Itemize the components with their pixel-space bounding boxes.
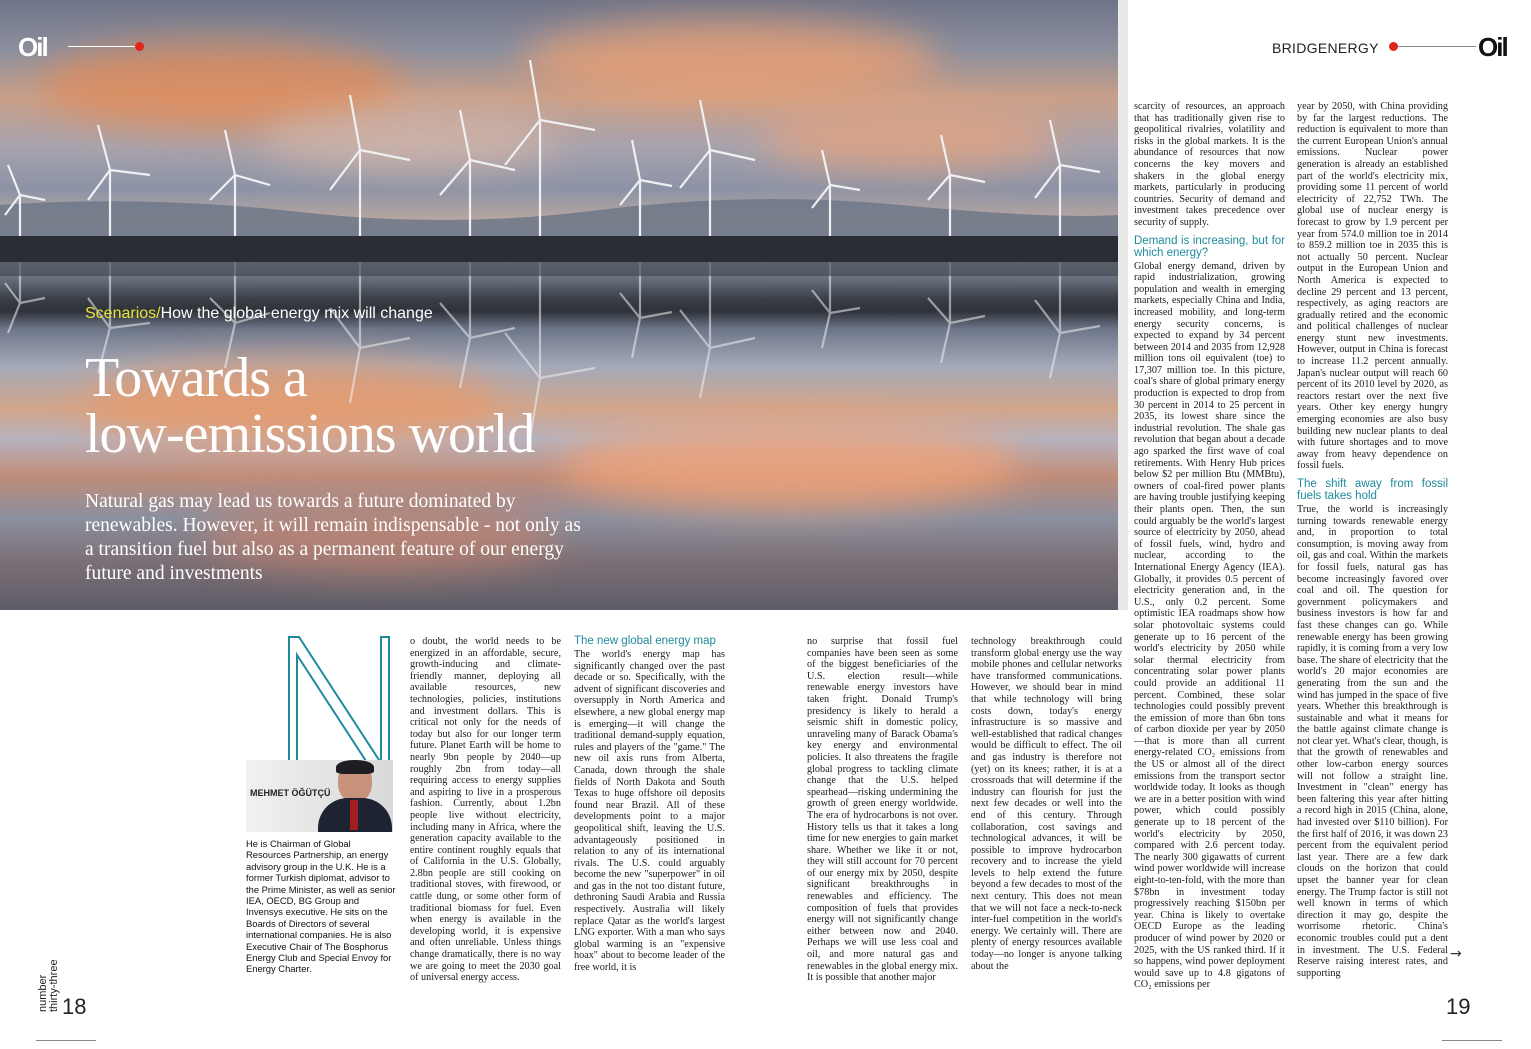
logo-right: Oil xyxy=(1478,32,1507,62)
col1-text: o doubt, the world needs to be energized in an affordable, secure, growth-inducing and climate-friendly manner, deploying all available resources, new technologies, policies, institutions and investment dollars. This is critical not only for the needs of today but also for our longer term future. Planet Earth will be home to nearly 9bn people by 2040—up roughly 2bn from today—all requiring access to energy supplies and aspiring to live in a prosperous fashion. Currently, about 1.2bn people live without electricity, including many in Africa, where the generation capacity available to the entire continent roughly equals that of California in the U.S. Globally, 2.8bn people are still cooking on traditional stoves, with firewood, or cattle dung, or some other form of traditional biomass for fuel. Even when energy is available in the developing world, it is expensive and often unreliable. Unless things change dramatically, there is no way we are going to meet the 2030 goal of universal energy access. xyxy=(410,636,561,984)
standfirst: Natural gas may lead us towards a future dominated by renewables. However, it will remain indispensable - not only as a transition fuel but also as a permanent feature of our energy future and investments xyxy=(85,491,581,584)
col3-text: no surprise that fossil fuel companies have been seen as some of the biggest beneficiaries of the U.S. election result—while renewable energy investors have taken fright. Donald Trump's presidency is likely to herald a seismic shift in domestic policy, unraveling many of Barack Obama's key energy and environmental policies. It also threatens the fragile global progress to tackling climate change that the U.S. helped spearhead—risking undermining the growth of green energy worldwide. The era of hydrocarbons is not over. History tells us that it takes a long time for new energies to gain market share. Whether we like it or not, they will still account for 70 percent of our energy mix by 2050, despite significant breakthroughs in renewables and efficiency. The composition of fuels that provides energy will not significantly change either between now and 2040. Perhaps we will use less coal and oil, and more natural gas and renewables in the global energy mix. It is possible that another major xyxy=(807,636,958,984)
page-number-right: 19 xyxy=(1446,994,1471,1019)
logo-left: Oil xyxy=(18,32,47,62)
red-dot-right xyxy=(1389,42,1398,51)
footer-rule-right xyxy=(1442,1040,1502,1041)
article-title xyxy=(85,347,535,465)
body-column-1 xyxy=(410,636,561,984)
subhead-demand: Demand is increasing, but for which energy? xyxy=(1134,234,1285,259)
body-column-6 xyxy=(1297,101,1448,979)
body-column-2 xyxy=(574,633,725,974)
body-column-4 xyxy=(971,636,1122,972)
section-header: BRIDGENERGY xyxy=(1272,40,1379,56)
article-category xyxy=(85,305,433,323)
title-line-2: low-emissions world xyxy=(85,403,535,465)
author-hair xyxy=(336,760,374,774)
author-photo xyxy=(246,760,393,832)
author-bio: He is Chairman of Global Resources Partnership, an energy advisory group in the U.K. He is a former Turkish diplomat, advisor to the Prime Minister, as well as senior IEA, OECD, BG Group and Invensys executive. He sits on the Boards of Directors of several international companies. He is also Executive Chair of The Bosphorus Energy Club and Special Envoy for Energy Charter. xyxy=(246,838,396,975)
body-column-3 xyxy=(807,636,958,984)
col4-text: technology breakthrough could transform global energy use the way mobile phones and cellular networks have transformed communications. However, we should bear in mind that while technology will bring costs down, today's energy infrastructure is so massive and well-established that radical changes would be difficult to effect. The oil and gas industry is therefore not (yet) on its knees; rather, it is at a crossroads that will determine if the industry can flourish for just the next few decades or well into the end of this century. Through collaboration, cost savings and technological advances, it will be possible to improve hydrocarbon recovery and to increase the yield levels to help extend the future beyond a few decades to most of the next century. This does not mean that we will not face a neck-to-neck inter-fuel competition in the world's energy. We certainly will. There are plenty of energy resources available today—no longer is anyone talking about the xyxy=(971,636,1122,972)
red-dot-left xyxy=(135,42,144,51)
col5-text: Global energy demand, driven by rapid industrialization, growing population and wealth in emerging markets, especially China and India, increased mobility, and long-term energy security concerns, is expected to expand by 34 percent between 2014 and 2035 from 12,928 million tons oil equivalent (toe) to 17,307 million toe. In this picture, coal's share of global primary energy production is expected to drop from 30 percent in 2014 to 25 percent in 2035, its lowest share since the industrial revolution. The shale gas revolution that began about a decade ago sparked the first wave of coal retirements. With Henry Hub prices below $2 per million Btu (MMBtu), owners of coal-fired power plants are having trouble justifying keeping their plants open. Then, the sun could arguably be the world's largest source of electricity by 2050, ahead of fossil fuels, wind, hydro and nuclear, according to the International Energy Agency (IEA). Globally, it provides 0.5 percent of electricity generation and, in the U.S., only 0.2 percent. Some optimistic IEA roadmaps show how solar photovoltaic systems could generate up to 16 percent of the world's electricity by 2050 while solar thermal electricity from concentrating solar power plants could provide an additional 11 percent. Combined, these solar technologies could possibly prevent the emission of more than 6bn tons of carbon dioxide per year by 2050—that is more than all current energy-related CO₂ emissions from the US or almost all of the direct emissions from the transport sector worldwide today. It looks as though we are in a better position with wind power, which could possibly generate up to 18 percent of the world's electricity by 2050, compared with 2.6 percent today. The nearly 300 gigawatts of current wind power worldwide will increase eight-to-ten-fold, with the more than $78bn in investment today progressively reaching $150bn per year. China is likely to overtake OECD Europe as the leading producer of wind power by 2020 or 2025, with the US ranked third. If it so happens, wind power deployment would save up to 4.8 gigatons of CO₂ emissions per xyxy=(1134,260,1285,991)
col2-text: The world's energy map has significantly changed over the past decade or so. Specifically, with the advent of significant discoveries and oversupply in North America and elsewhere, a new global energy map is emerging—it will change the traditional demand-supply equation, rules and players of the "game." The new oil axis runs from Alberta, Canada, down through the shale fields of North Dakota and South Texas to huge offshore oil deposits found near Brazil. All of these developments point to a major geopolitical shift, leaving the U.S. advantageously positioned in relation to any of its international rivals. The U.S. could arguably become the new "superpower" in oil and gas in the not too distant future, dethroning Saudi Arabia and Russia respectively. Australia will likely replace Qatar as the world's largest LNG exporter. With a man who says global warming is an "expensive hoax" about to become leader of the free world, it is xyxy=(574,649,725,974)
col6-top-text: year by 2050, with China providing by far the largest reductions. The reduction is equivalent to more than the current European Union's annual emissions. Nuclear power generation is already an established part of the world's electricity mix, providing some 11 percent of world electricity of 22,752 TWh. The global use of nuclear energy is forecast to grow by 1.9 percent per year from 574.0 million toe in 2014 to 859.2 million toe in 2035 this is not actually 50 percent. Nuclear output in the European Union and North America is expected to decline 29 percent and 13 percent, respectively, as aging reactors are gradually retired and the economic and political challenges of nuclear energy stunt new investments. However, output in China is forecast to increase 11.2 percent annually. Japan's nuclear output will reach 60 percent of its 2010 level by 2020, as reactors restart over the next five years. Other key energy hungry emerging economies are also busy building new nuclear plants to deal with future shortages and to move away from heavy dependence on fossil fuels. xyxy=(1297,101,1448,472)
title-line-1: Towards a xyxy=(85,347,307,409)
category-title: How the global energy mix will change xyxy=(160,305,433,322)
header-rule-left xyxy=(68,46,138,47)
author-name: MEHMET ÖĞÜTÇÜ xyxy=(250,788,331,798)
page-number-left: 18 xyxy=(62,994,87,1019)
header-rule-right xyxy=(1398,46,1476,47)
continue-arrow-icon: → xyxy=(1450,946,1462,962)
hero-photo-wind-turbines xyxy=(0,0,1118,610)
category-tag: Scenarios/ xyxy=(85,305,161,322)
subhead-new-global-map: The new global energy map xyxy=(574,635,716,647)
author-tie xyxy=(350,800,358,830)
subhead-shift: The shift away from fossil fuels takes hold xyxy=(1297,478,1448,502)
footer-rule-left xyxy=(36,1040,96,1041)
col6-text: True, the world is increasingly turning towards renewable energy and, in proportion to total consumption, is moving away from oil, gas and coal. Within the markets for fossil fuels, natural gas has become increasingly favored over coal and oil. The question for government policymakers and business investors is how far and fast these changes can go. While renewable energy has been growing rapidly, it is coming from a very low base. The share of electricity that the world's 20 major economies are generating from the sun and the wind has jumped in the space of five years. Whether this breakthrough is sustainable and what it means for the battle against climate change is not clear yet. What's clear, though, is that the growth of renewables and other low-carbon energy sources will not follow a straight line. Investment in "clean" energy has been faltering this year after hitting a record high in 2015 (China, alone, had invested over $110 billion). For the first half of 2016, it was down 23 percent from the equivalent period last year. There are a few dark clouds on the horizon that could upset the banner year for clean energy. The Trump factor is still not well known in terms of which direction it may go, despite the worrisome rhetoric. China's economic troubles could put a dent in investment. The U.S. Federal Reserve raising interest rates, and supporting xyxy=(1297,504,1448,979)
issue-label: number thirty-three xyxy=(37,959,60,1012)
body-column-5 xyxy=(1134,101,1285,991)
col5-top-text: scarcity of resources, an approach that has traditionally given rise to geopolitical rivalries, volatility and risks in the global markets. It is the abundance of resources that now concerns the key movers and shakers in the global energy markets, particularly in producing countries. Security of demand and investment takes precedence over security of supply. xyxy=(1134,101,1285,228)
hero-photo-right-edge xyxy=(1118,0,1128,610)
